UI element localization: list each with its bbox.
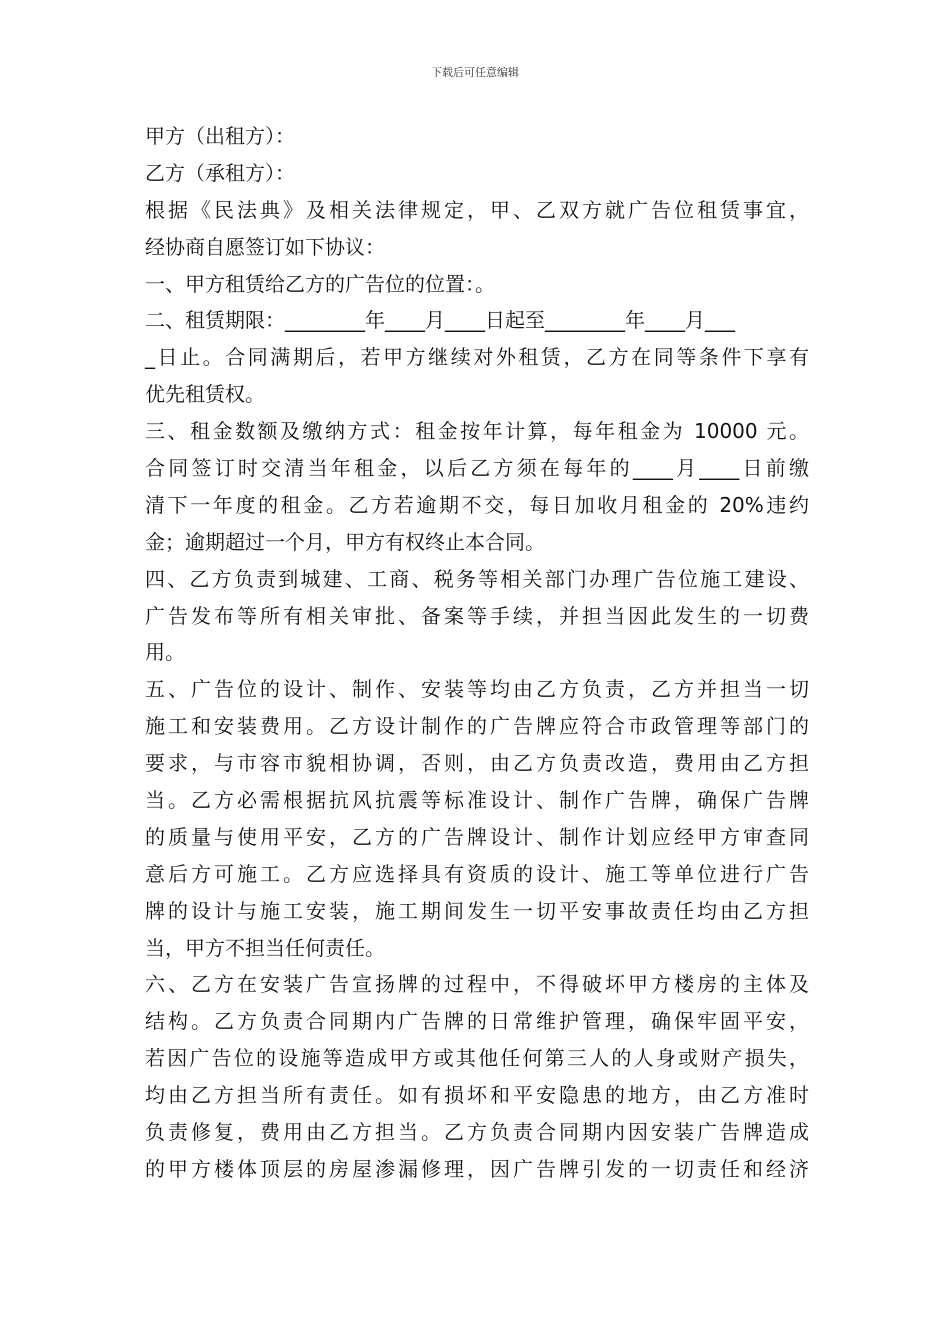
clause-5-line: 牌的设计与施工安装，施工期间发生一切平安事故责任均由乙方担 [145,898,809,923]
contract-body [145,118,809,1188]
clause-5-line: 五、广告位的设计、制作、安装等均由乙方负责，乙方并担当一切 [145,677,809,702]
clause-5-line: 的质量与使用平安，乙方的广告牌设计、制作计划应经甲方审查同 [145,824,809,849]
clause-1-line: 一、甲方租赁给乙方的广告位的位置：。 [145,271,495,296]
page-header-note: 下载后可任意编辑 [431,66,519,79]
party-b-line: 乙方（承租方）： [145,160,295,185]
clause-6-line: 负责修复，费用由乙方担当。乙方负责合同期内因安装广告牌造成 [145,1120,809,1145]
preamble-line: 根据《民法典》及相关法律规定，甲、乙双方就广告位租赁事宜， [145,197,809,222]
clause-2-line: _日止。合同满期后，若甲方继续对外租赁，乙方在同等条件下享有 [145,345,809,370]
clause-6-line: 六、乙方在安装广告宣扬牌的过程中，不得破坏甲方楼房的主体及 [145,972,809,997]
clause-5-line: 当。乙方必需根据抗风抗震等标准设计、制作广告牌，确保广告牌 [145,788,809,813]
preamble-line: 经协商自愿签订如下协议： [145,234,385,259]
clause-4-line: 用。 [145,640,185,665]
clause-5-line: 施工和安装费用。乙方设计制作的广告牌应符合市政管理等部门的 [145,714,809,739]
clause-3-line: 清下一年度的租金。乙方若逾期不交，每日加收月租金的 20%违约 [145,492,809,517]
clause-6-line: 若因广告位的设施等造成甲方或其他任何第三人的人身或财产损失， [145,1046,809,1071]
clause-5-line: 当，甲方不担当任何责任。 [145,935,385,960]
clause-5-line: 要求，与市容市貌相协调，否则，由乙方负责改造，费用由乙方担 [145,751,809,776]
clause-4-line: 四、乙方负责到城建、工商、税务等相关部门办理广告位施工建设、 [145,566,809,591]
clause-3-line: 三、租金数额及缴纳方式：租金按年计算，每年租金为 10000 元。 [145,419,809,444]
clause-2-line: 优先租赁权。 [145,382,265,407]
clause-6-line: 均由乙方担当所有责任。如有损坏和平安隐患的地方，由乙方准时 [145,1083,809,1108]
clause-3-line: 金；逾期超过一个月，甲方有权终止本合同。 [145,529,545,554]
clause-5-line: 意后方可施工。乙方应选择具有资质的设计、施工等单位进行广告 [145,861,809,886]
party-a-line: 甲方（出租方）： [145,124,295,148]
clause-6-line: 结构。乙方负责合同期内广告牌的日常维护管理，确保牢固平安， [145,1009,809,1034]
clause-2-line: 二、租赁期限：________年____月____日起至________年____月___ [145,308,735,333]
clause-4-line: 广告发布等所有相关审批、备案等手续，并担当因此发生的一切费 [145,603,809,628]
clause-3-line: 合同签订时交清当年租金，以后乙方须在每年的____月____日前缴 [145,456,809,481]
clause-6-line: 的甲方楼体顶层的房屋渗漏修理，因广告牌引发的一切责任和经济 [145,1156,809,1181]
